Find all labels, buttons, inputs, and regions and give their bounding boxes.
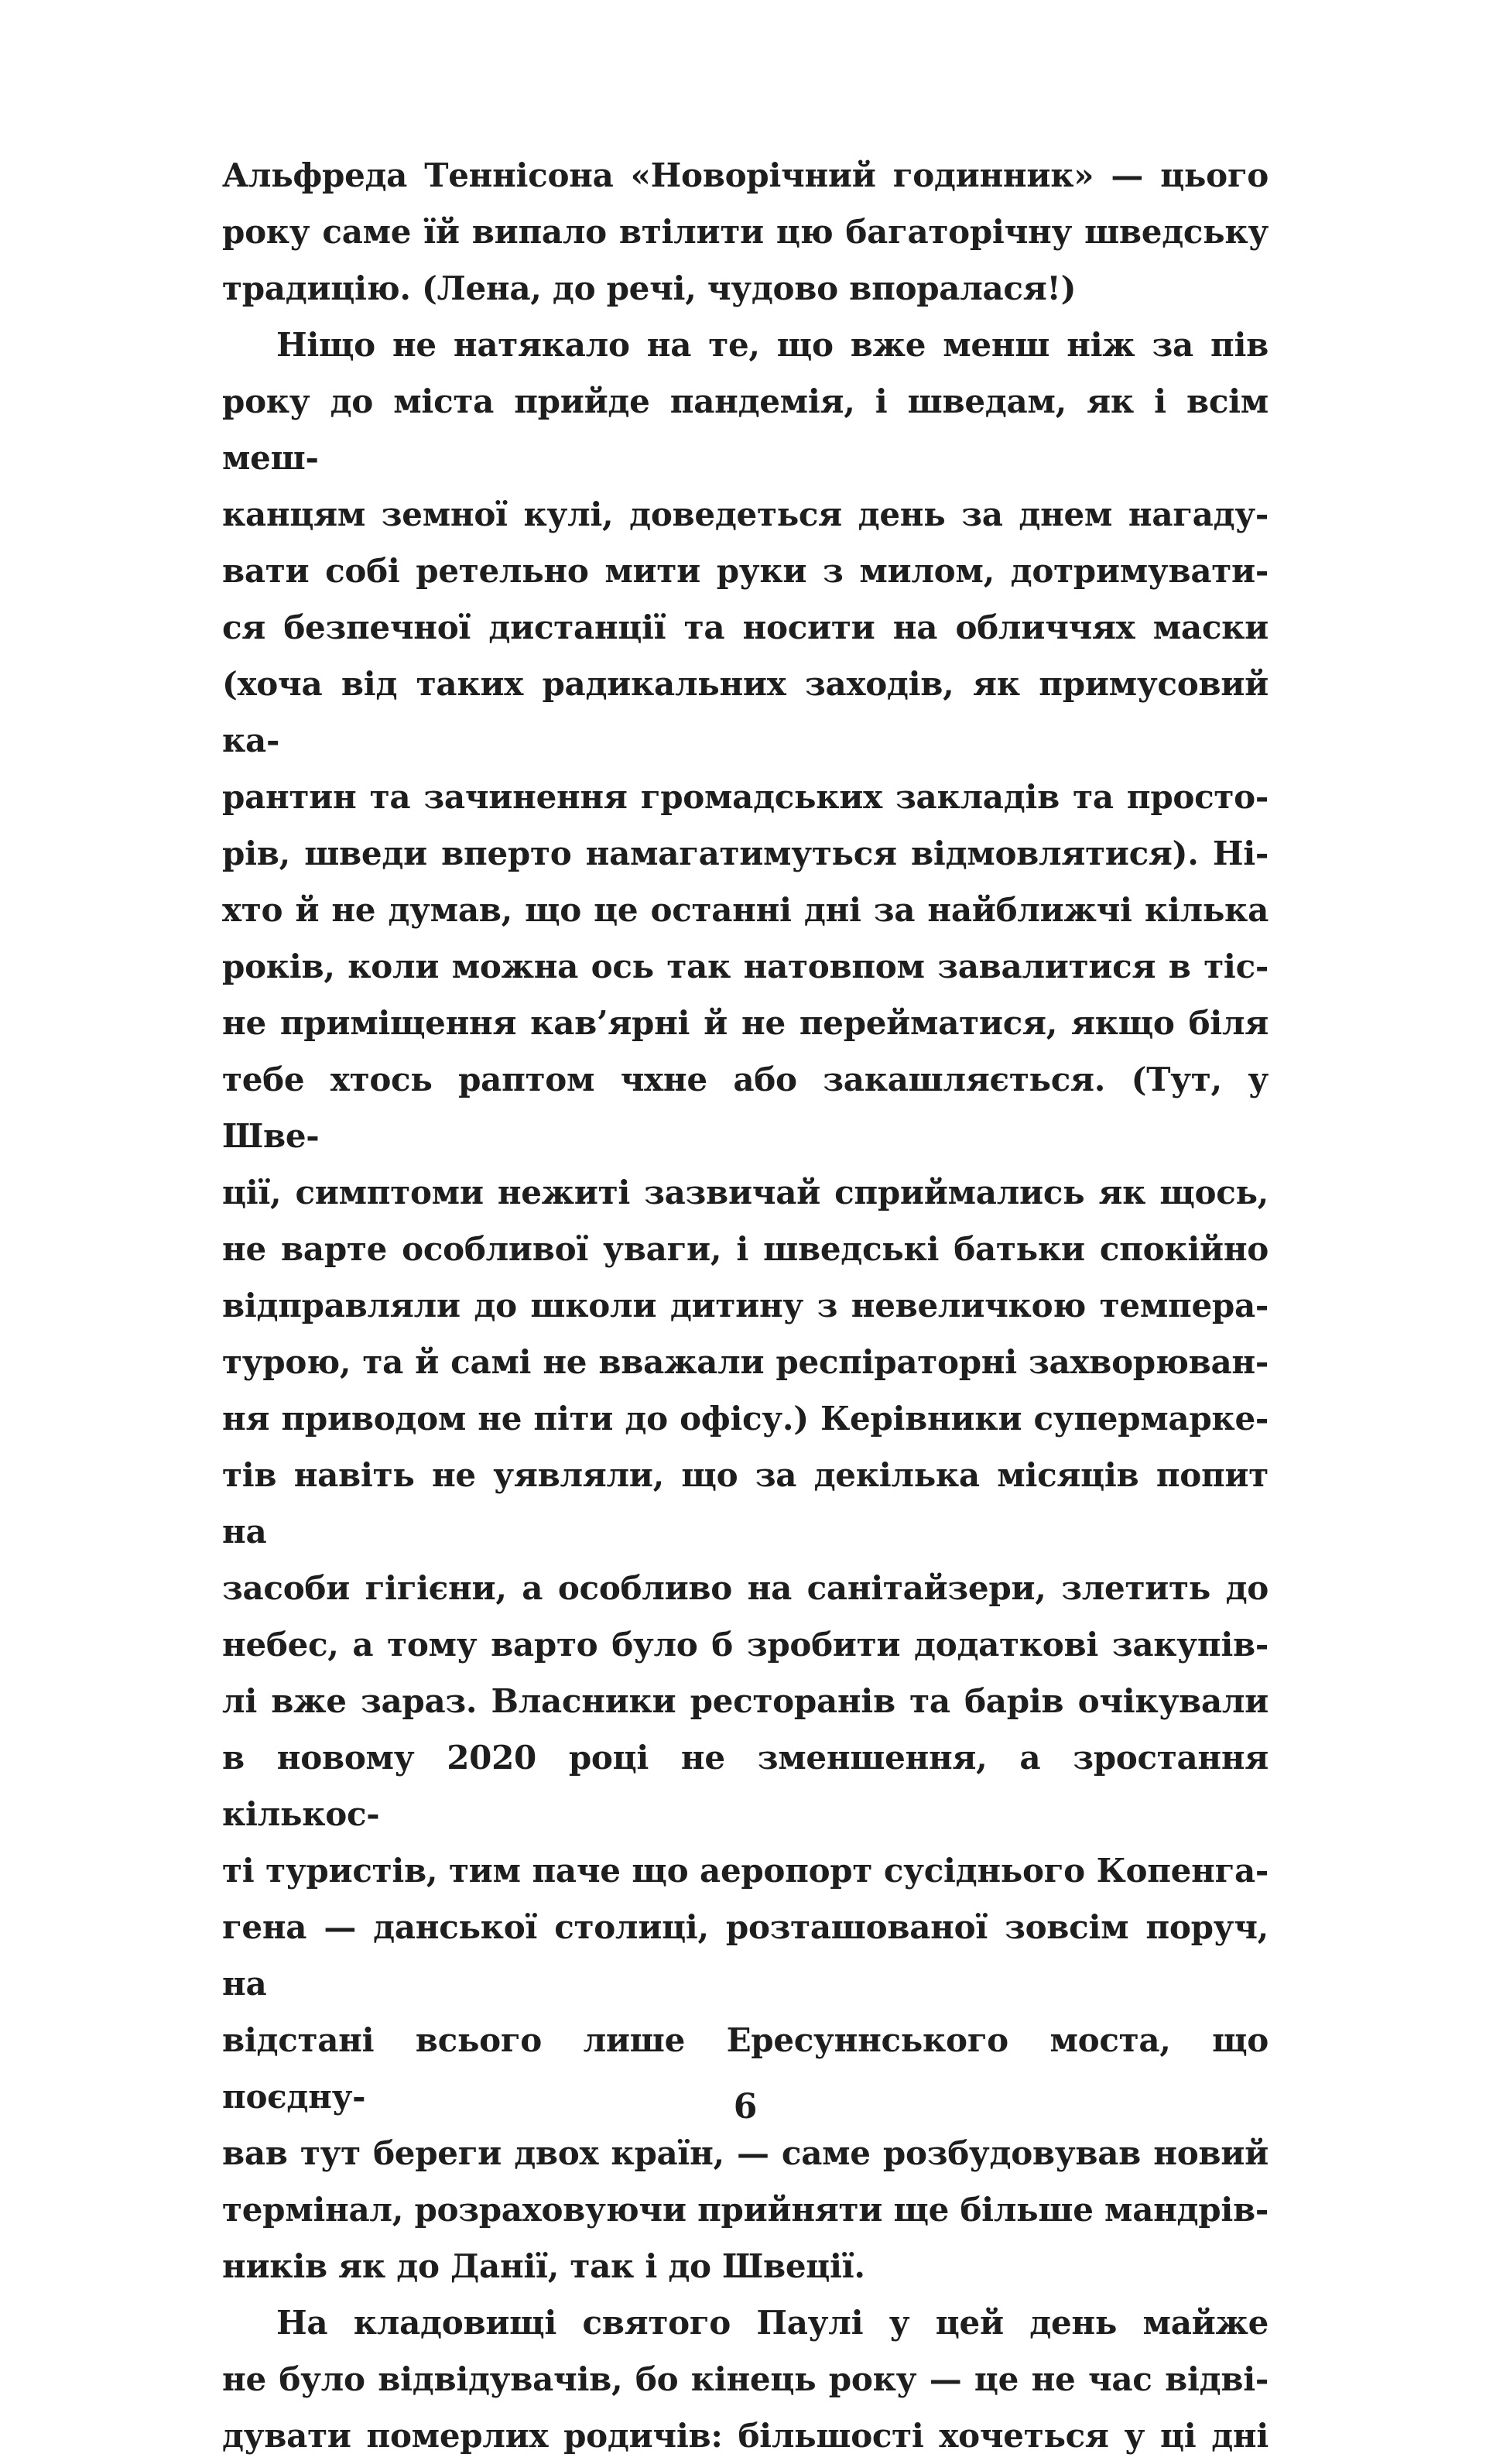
- text-line: не варте особливої уваги, і шведські батьки спокійно: [222, 1230, 1269, 1268]
- text-line: небес, а тому варто було б зробити додаткові закупів-: [222, 1626, 1269, 1664]
- text-line: На кладовищі святого Паулі у цей день майже: [276, 2304, 1269, 2342]
- text-line: рантин та зачинення громадських закладів та просто-: [222, 778, 1269, 816]
- text-line: відстані всього лише Ересуннського моста, що поєдну-: [222, 2021, 1269, 2116]
- text-line: хто й не думав, що це останні дні за найближчі кілька: [222, 891, 1269, 929]
- text-line: року саме їй випало втілити цю багаторічну шведську: [222, 213, 1269, 251]
- text-line: ня приводом не піти до офісу.) Керівники супермарке-: [222, 1400, 1269, 1438]
- text-line: вати собі ретельно мити руки з милом, дотримувати-: [222, 552, 1269, 590]
- text-line: ції, симптоми нежиті зазвичай сприймались як щось,: [222, 1174, 1269, 1211]
- text-line: ся безпечної дистанції та носити на обличчях маски: [222, 608, 1269, 646]
- text-line: в новому 2020 році не зменшення, а зростання кількос-: [222, 1739, 1269, 1833]
- text-line: традицію. (Лена, до речі, чудово впоралася!): [222, 269, 1077, 307]
- text-line: Ніщо не натякало на те, що вже менш ніж за пів: [276, 326, 1269, 364]
- text-line: тів навіть не уявляли, що за декілька місяців попит на: [222, 1456, 1269, 1551]
- page-number: 6: [733, 2087, 758, 2126]
- text-line: дувати померлих родичів: більшості хочеться у ці дні: [222, 2417, 1269, 2455]
- text-line: відправляли до школи дитину з невеличкою темпера-: [222, 1287, 1269, 1325]
- text-line: засоби гігієни, а особливо на санітайзери, злетить до: [222, 1569, 1269, 1607]
- text-line: ників як до Данії, так і до Швеції.: [222, 2247, 865, 2285]
- text-line: турою, та й самі не вважали респіраторні захворюван-: [222, 1343, 1269, 1381]
- text-line: термінал, розраховуючи прийняти ще більше мандрів-: [222, 2191, 1269, 2229]
- text-line: лі вже зараз. Власники ресторанів та барів очікували: [222, 1682, 1269, 1720]
- text-line: не було відвідувачів, бо кінець року — це не час відві-: [222, 2360, 1269, 2398]
- text-line: років, коли можна ось так натовпом завалитися в тіс-: [222, 948, 1269, 985]
- text-line: тебе хтось раптом чхне або закашляється. (Тут, у Шве-: [222, 1061, 1269, 1155]
- text-line: року до міста прийде пандемія, і шведам, як і всім меш-: [222, 382, 1269, 477]
- text-line: гена — данської столиці, розташованої зовсім поруч, на: [222, 1908, 1269, 2003]
- text-line: рів, шведи вперто намагатимуться відмовлятися). Ні-: [222, 834, 1269, 872]
- text-line: Альфреда Теннісона «Новорічний годинник» — цього: [222, 156, 1269, 194]
- text-line: канцям земної кулі, доведеться день за днем нагаду-: [222, 495, 1269, 533]
- text-line: вав тут береги двох країн, — саме розбудовував новий: [222, 2134, 1269, 2172]
- text-line: (хоча від таких радикальних заходів, як примусовий ка-: [222, 665, 1269, 759]
- text-line: ті туристів, тим паче що аеропорт сусіднього Копенга-: [222, 1852, 1269, 1890]
- text-line: не приміщення кав’ярні й не перейматися, якщо біля: [222, 1004, 1269, 1042]
